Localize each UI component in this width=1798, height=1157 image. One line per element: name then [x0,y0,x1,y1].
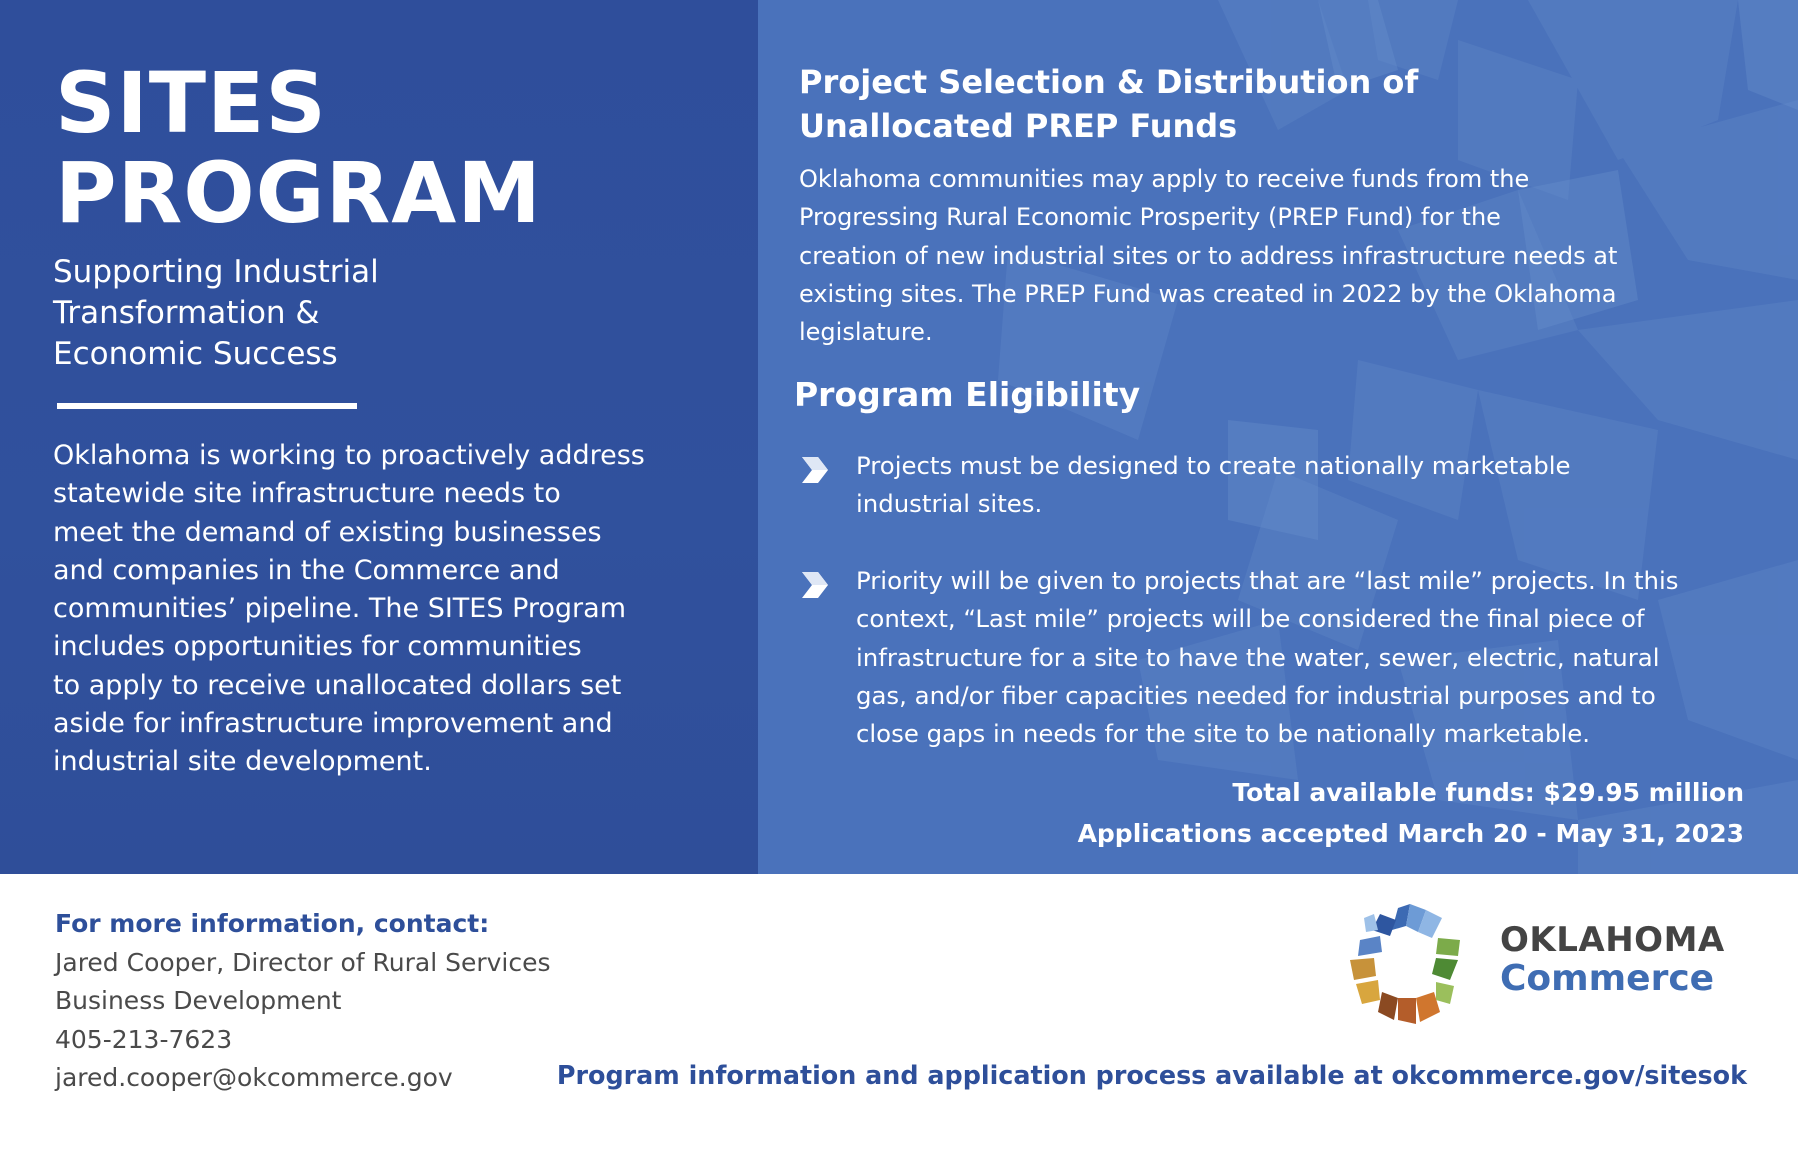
contact-phone[interactable]: 405-213-7623 [55,1024,233,1054]
oklahoma-commerce-logo [1340,900,1798,1035]
intro-line: and companies in the Commerce and [53,554,560,586]
page-title [55,54,695,242]
star-logo-icon [1340,900,1478,1034]
application-dates: Applications accepted March 20 - May 31, 2023 [1077,819,1744,848]
funds-summary [844,772,1744,854]
logo-word-commerce: Commerce [1500,958,1715,999]
para-line: existing sites. The PREP Fund was created in 2022 by the Oklahoma [799,279,1617,308]
contact-heading: For more information, contact: [55,909,490,938]
intro-line: communities’ pipeline. The SITES Program [53,593,626,625]
bullet-line: Projects must be designed to create nationally marketable [856,451,1571,480]
divider [57,403,357,409]
bullet-line: Priority will be given to projects that are “last mile” projects. In this [856,566,1679,595]
para-line: Oklahoma communities may apply to receive funds from the [799,165,1530,193]
bullet-text [856,562,1756,753]
intro-line: includes opportunities for communities [53,631,582,663]
bullet-line: industrial sites. [856,489,1043,519]
list-item [798,562,1758,753]
intro-line: meet the demand of existing businesses [53,516,602,548]
para-line: Progressing Rural Economic Prosperity (PREP Fund) for the [799,203,1501,232]
bullet-text [856,447,1756,524]
prep-paragraph [799,160,1759,351]
contact-name: Jared Cooper, Director of Rural Services [55,947,551,977]
contact-email[interactable]: jared.cooper@okcommerce.gov [55,1063,453,1092]
chevron-right-icon [798,455,832,485]
subtitle [53,252,483,375]
right-panel [758,0,1798,874]
para-line: legislature. [799,318,933,347]
intro-line: aside for infrastructure improvement and [53,708,613,740]
subtitle-line: Economic Success [53,336,338,372]
chevron-right-icon [798,570,832,600]
contact-department: Business Development [55,986,342,1015]
subtitle-line: Transformation & [53,295,320,331]
bullet-line: gas, and/or fiber capacities needed for industrial purposes and to [856,680,1656,710]
logo-word-oklahoma: OKLAHOMA [1500,920,1725,960]
intro-line: industrial site development. [53,746,432,778]
title-line: PROGRAM [55,144,542,242]
subtitle-line: Supporting Industrial [53,254,379,290]
list-item [798,447,1758,524]
heading-line: Project Selection & Distribution of [799,63,1419,101]
section-heading [799,60,1519,148]
intro-line: Oklahoma is working to proactively address [53,440,645,471]
intro-paragraph [53,437,733,782]
bullet-line: close gaps in needs for the site to be nationally marketable. [856,719,1591,749]
left-panel [0,0,758,874]
intro-line: to apply to receive unallocated dollars set [53,669,622,701]
bullet-line: infrastructure for a site to have the water, sewer, electric, natural [856,642,1660,672]
heading-line: Unallocated PREP Funds [799,107,1238,145]
bullet-line: context, “Last mile” projects will be considered the final piece of [856,604,1645,634]
total-funds: Total available funds: $29.95 million [1232,778,1744,807]
intro-line: statewide site infrastructure needs to [53,478,561,510]
eligibility-heading: Program Eligibility [794,375,1141,414]
para-line: creation of new industrial sites or to address infrastructure needs at [799,241,1618,270]
title-line: SITES [55,54,327,152]
program-info-link[interactable]: Program information and application process available at okcommerce.gov/sitesok [556,1060,1747,1090]
